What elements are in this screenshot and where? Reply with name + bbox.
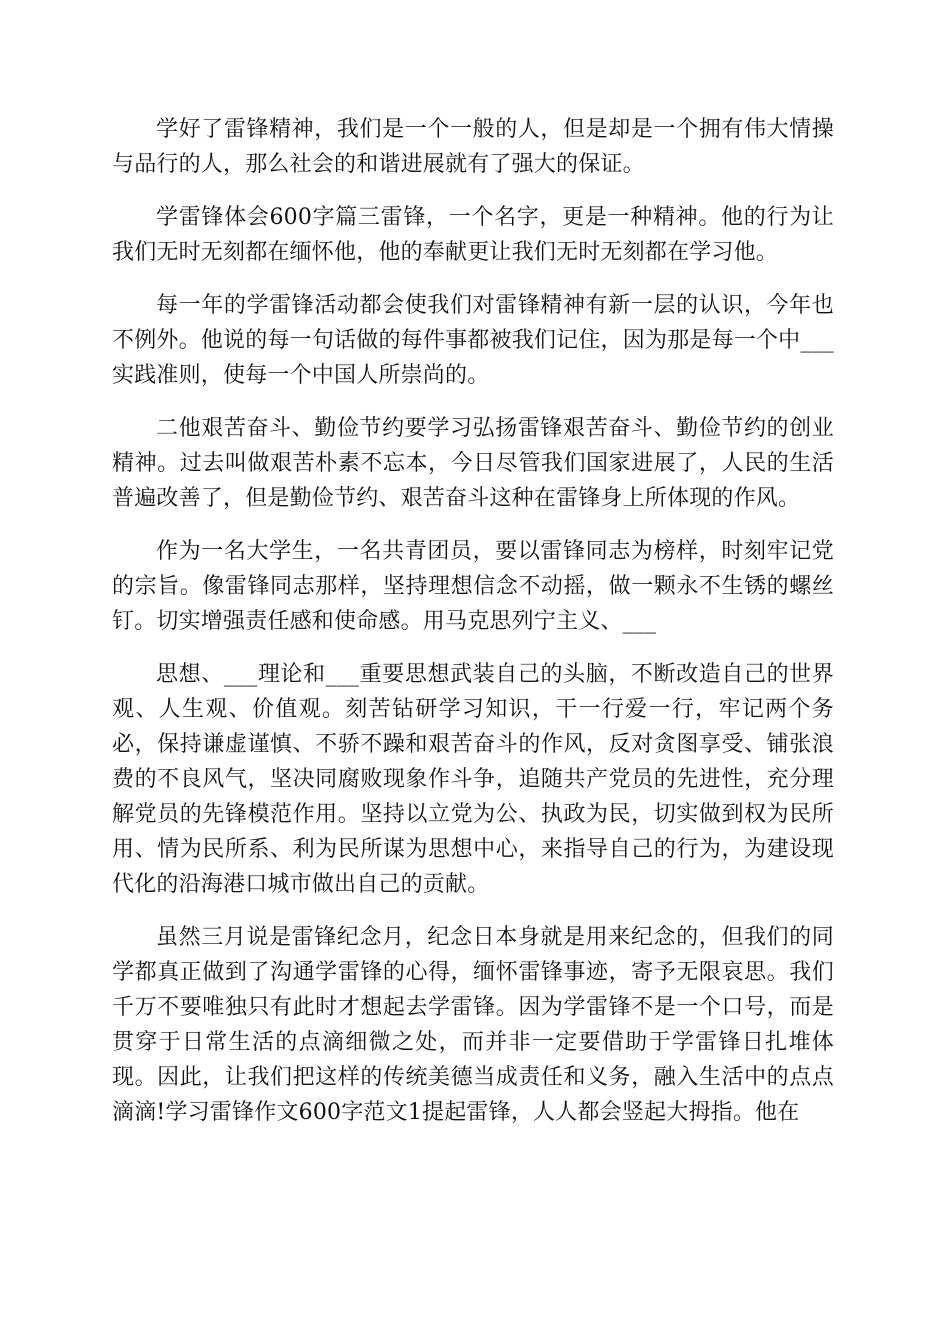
paragraph-2: 学雷锋体会600字篇三雷锋，一个名字，更是一种精神。他的行为让我们无时无刻都在缅怀他，他的奉献更让我们无时无刻都在学习他。 — [112, 205, 834, 265]
paragraph-7: 虽然三月说是雷锋纪念月，纪念日本身就是用来纪念的，但我们的同学都真正做到了沟通学雷锋的心得，缅怀雷锋事迹，寄予无限哀思。我们千万不要唯独只有此时才想起去学雷锋。因为学雷锋不是一个口号，而是贯穿于日常生活的点滴细微之处，而并非一定要借助于学雷锋日扎堆体现。因此，让我们把这样的传统美德当成责任和义务，融入生活中的点点滴滴!学习雷锋作文600字范文1提起雷锋，人人都会竖起大拇指。他在 — [112, 925, 834, 1125]
paragraph-6: 思想、___理论和___重要思想武装自己的头脑，不断改造自己的世界观、人生观、价值观。刻苦钻研学习知识，干一行爱一行，牢记两个务必，保持谦虚谨慎、不骄不躁和艰苦奋斗的作风，反对贪图享受、铺张浪费的不良风气，坚决同腐败现象作斗争，追随共产党员的先进性，充分理解党员的先锋模范作用。坚持以立党为公、执政为民，切实做到权为民所用、情为民所系、利为民所谋为思想中心，来指导自己的行为，为建设现代化的沿海港口城市做出自己的贡献。 — [112, 662, 834, 897]
paragraph-3: 每一年的学雷锋活动都会使我们对雷锋精神有新一层的认识，今年也不例外。他说的每一句话做的每件事都被我们记住，因为那是每一个中___实践准则，使每一个中国人所崇尚的。 — [112, 293, 834, 388]
document-body — [112, 112, 834, 1148]
paragraph-4: 二他艰苦奋斗、勤俭节约要学习弘扬雷锋艰苦奋斗、勤俭节约的创业精神。过去叫做艰苦朴素不忘本，今日尽管我们国家进展了，人民的生活普遍改善了，但是勤俭节约、艰苦奋斗这种在雷锋身上所体现的作风。 — [112, 416, 834, 511]
paragraph-5: 作为一名大学生，一名共青团员，要以雷锋同志为榜样，时刻牢记党的宗旨。像雷锋同志那样，坚持理想信念不动摇，做一颗永不生锈的螺丝钉。切实增强责任感和使命感。用马克思列宁主义、___ — [112, 539, 834, 634]
paragraph-1: 学好了雷锋精神，我们是一个一般的人，但是却是一个拥有伟大情操与品行的人，那么社会的和谐进展就有了强大的保证。 — [112, 117, 834, 177]
